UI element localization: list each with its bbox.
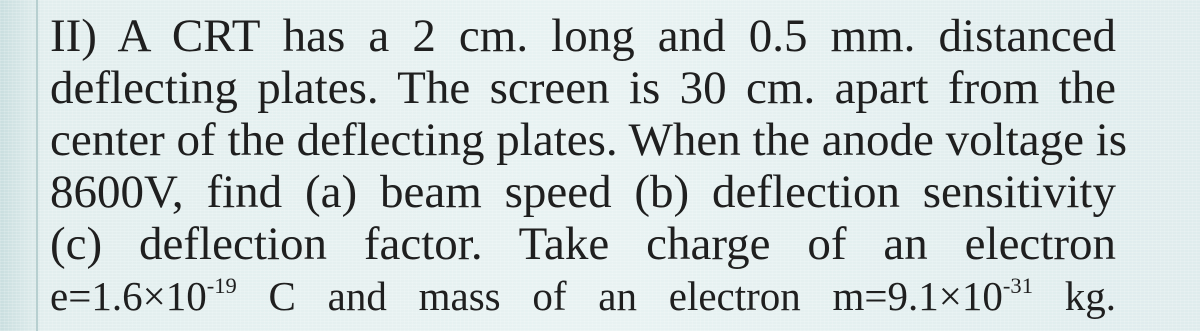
problem-line-2: deflecting plates. The screen is 30 cm. apart from the [50,62,1116,114]
margin-rule [36,0,38,331]
electron-mass-exponent: -31 [1002,273,1033,299]
problem-line-5: (c) deflection factor. Take charge of an electron [50,218,1116,270]
problem-line-3: center of the deflecting plates. When the anode voltage is [50,114,1128,166]
electron-mass-text: C and mass of an electron m=9.1×10 [236,273,1003,319]
electron-charge-exponent: -19 [206,273,237,299]
mass-unit: kg. [1032,273,1116,319]
problem-line-1: II) A CRT has a 2 cm. long and 0.5 mm. distanced [50,10,1116,62]
problem-text [50,10,1128,322]
problem-line-4: 8600V, find (a) beam speed (b) deflection sensitivity [50,166,1116,218]
electron-charge-base: e=1.6×10 [50,273,207,319]
problem-line-6 [50,270,1116,322]
